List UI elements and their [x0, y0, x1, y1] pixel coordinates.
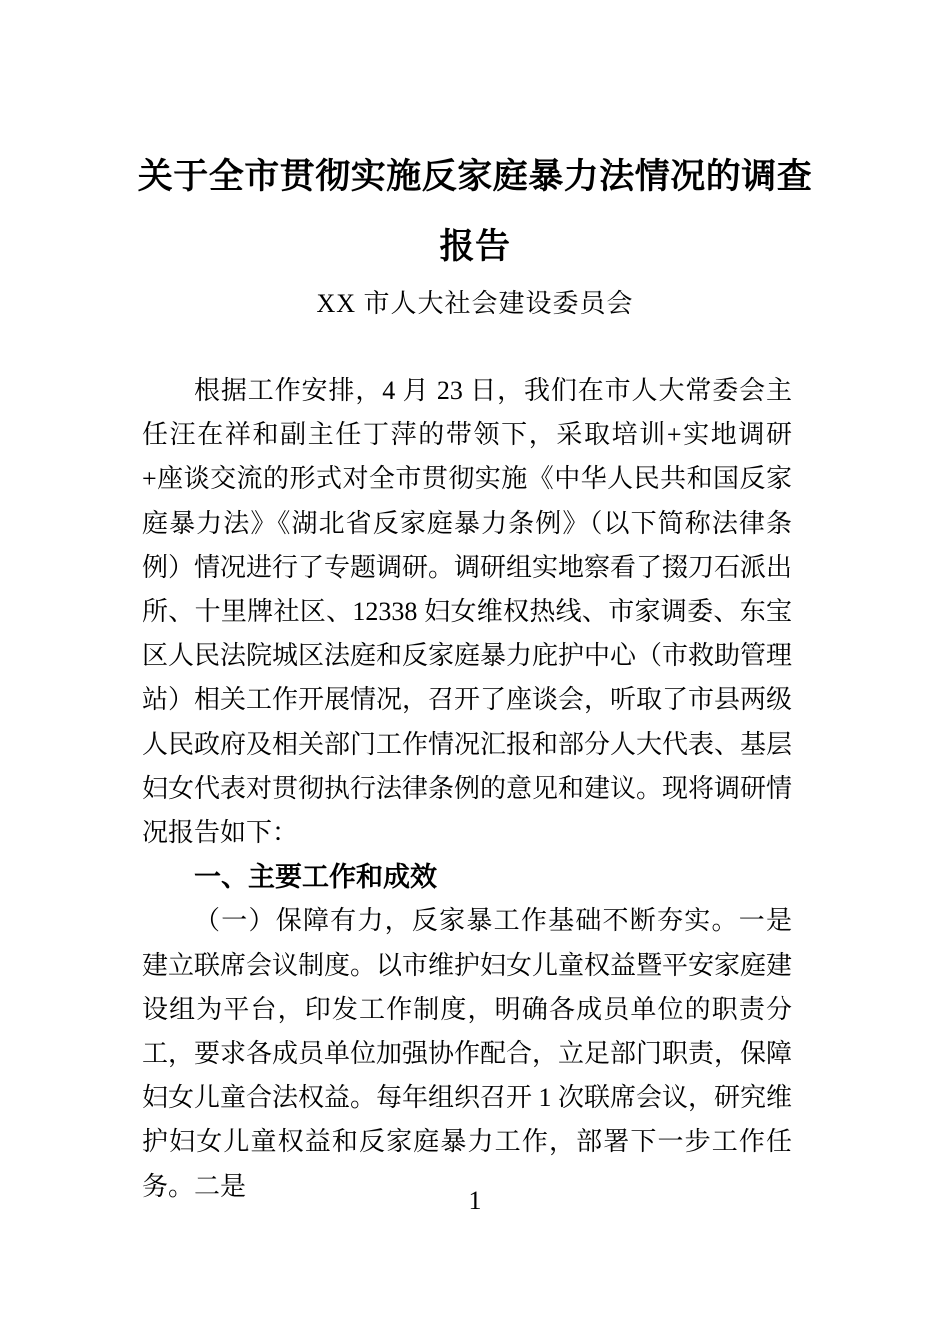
intro-paragraph: 根据工作安排，4 月 23 日，我们在市人大常委会主任汪在祥和副主任丁萍的带领下，采取培训+实地调研+座谈交流的形式对全市贯彻实施《中华人民共和国反家庭暴力法》《湖北省反家庭暴力条例》（以下简称法律条例）情况进行了专题调研。调研组实地察看了掇刀石派出所、十里牌社区、12338 妇女维权热线、市家调委、东宝区人民法院城区法庭和反家庭暴力庇护中心（市救助管理站）相关工作开展情况，召开了座谈会，听取了市县两级人民政府及相关部门工作情况汇报和部分人大代表、基层妇女代表对贯彻执行法律条例的意见和建议。现将调研情况报告如下：	[142, 376, 793, 848]
section-1-paragraph	[142, 899, 792, 1208]
page-number: 1	[468, 1186, 482, 1215]
document-author: XX 市人大社会建设委员会	[316, 289, 634, 318]
section-1-lead-sentence: （一）保障有力，反家暴工作基础不断夯实。	[194, 906, 739, 936]
section-1-text: 一是建立联席会议制度。以市维护妇女儿童权益暨平安家庭建设组为平台，印发工作制度，明确各成员单位的职责分工，要求各成员单位加强协作配合，立足部门职责，保障妇女儿童合法权益。每年组织召开 1 次联席会议，研究维护妇女儿童权益和反家庭暴力工作，部署下一步工作任务。二是	[142, 906, 793, 1201]
section-1-heading: 一、主要工作和成效	[194, 862, 437, 893]
document-body	[142, 369, 792, 1209]
document-title: 关于全市贯彻实施反家庭暴力法情况的调查报告	[137, 157, 813, 266]
